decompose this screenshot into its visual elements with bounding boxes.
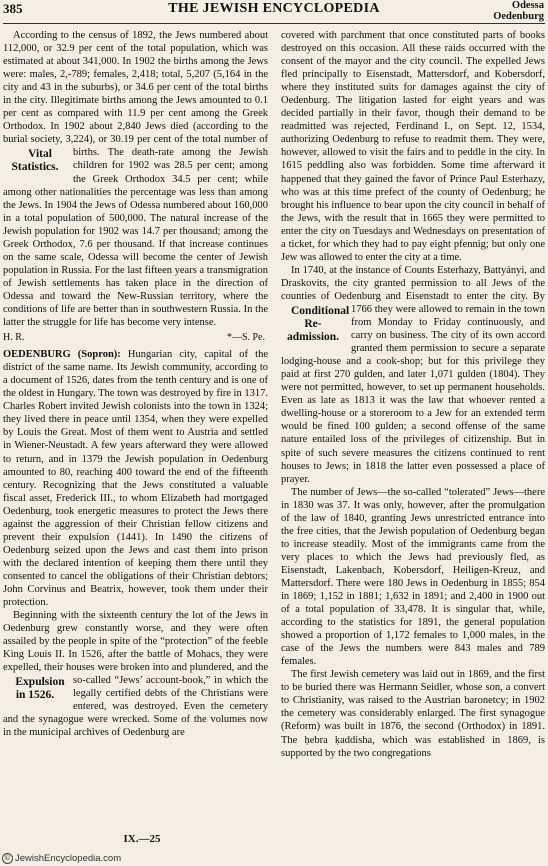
copyright-icon: © <box>2 853 13 864</box>
odessa-census-paragraph <box>3 29 268 329</box>
readmission-paragraph <box>281 264 545 486</box>
page-header <box>0 0 548 22</box>
page-title: THE JEWISH ENCYCLOPEDIA <box>168 1 380 16</box>
right-column <box>281 29 545 760</box>
oedenburg-intro-paragraph <box>3 348 268 609</box>
oedenburg-intro-text: Hungarian city, capital of the district of the same name. Its Jewish community, according to a document of 1526, dates from the tenth century and is one of the oldest in Hungary. The town was destroyed by fire in 1317. Charles Robert invited Jewish colonists into the town in 1324; they lived there in peace until 1354, when they were expelled by Louis the Great. Most of them went to Austria and settled in Wiener-Neustadt. A few years afterward they were allowed to return, and in 1379 the Jewish population in Oedenburg amounted to 80, reaching 400 toward the end of the fifteenth century. Recognizing that the Jews constituted a valuable fiscal asset, Frederick III., to whom Elizabeth had mortgaged Oedenburg, took energetic measures to protect the Jews there against the aggression of their Christian fellow citizens and prevent their expulsion (1441). In 1490 the citizens of Oedenburg seized upon the Jews and cast them into prison with the declared intention of keeping them there until they consented to cancel the obligations of their Christian debtors; John Corvinus and Beatrix, however, took them under their protection. <box>3 349 269 609</box>
population-paragraph: The number of Jews—the so-called “tolerated” Jews—there in 1830 was 37. It was only, however, after the promulgation of the law of 1840, granting Jews unrestricted entrance into the free cities, that the Jewish population of Oedenburg began to increase steadily. Most of the immigrants came from the very places to which the Jews had previously fled, as Eisenstadt, Lakenbach, Kobersdorf, Heiligen-Kreuz, and Mattersdorf. There were 180 Jews in Oedenburg in 1855; 854 in 1869; 1,152 in 1881; 1,632 in 1891; and 2,400 in 1900 out of a total population of 33,478. It is singular that, while, according to the statistics for 1891, the general population showed a proportion of 1,172 females to 1,000 males, in the case of the Jews the numbers were 843 males and 789 females. <box>281 486 545 668</box>
article-headword: OEDENBURG (Sopron): <box>3 349 121 361</box>
expulsion-paragraph <box>3 609 268 739</box>
sidenote-vital-statistics: Vital Statistics. <box>11 148 59 174</box>
expulsion-text-a: Beginning with the sixteenth century the lot of the Jews in Oedenburg grew constantly worse, and they were often assailed by the people in spite of the “protection” of the feeble King Louis II. In 1526, after the battle of Mohacs, they were expelled, their houses were broken into and plundered, and <box>3 610 268 674</box>
sidenote-expulsion: Expulsion in 1526. <box>15 676 65 702</box>
sidenote-conditional-readmission: Conditional Re-admission. <box>286 304 350 343</box>
expulsion-text-b: the so-called “Jews’ account-book,” in which the legally certified debts of the Christians were entered, was destroyed. Even the cemetery and the synagogue were wrecked. Some of the volumes now in the municipal archives of Oedenburg are <box>3 662 269 739</box>
raids-paragraph: covered with parchment that once constituted parts of books destroyed on this occasion. All these raids occurred with the consent of the mayor and the city council. The expelled Jews fled principally to Eisenstadt, Mattersdorf, and Kobersdorf, where they instituted suits for damages against the city of Oedenburg. The litigation lasted for eight years and was decided partially in their favor, though their demand to be readmitted was rejected, Ferdinand I., on Sept. 12, 1534, authorizing Oedenburg to refuse to readmit them. They were, however, allowed to visit the fairs and to peddle in the city. In 1615 peddling also was forbidden. Some time afterward it happened that they gained the favor of Prince Paul Esterhazy, who was at this time prefect of the county of Oedenburg; he brought his influence to bear upon the city council in behalf of the Jews, with the result that in 1665 they were permitted to enter the city on Tuesdays and Wednesdays on presentation of a ticket, for which they had to pay eight pfennig; but only one Jew was allowed to enter the city at a time. <box>281 30 545 263</box>
signature-right: *—S. Pe. <box>226 332 265 344</box>
page-number: 385 <box>3 1 23 16</box>
signature-left: H. R. <box>3 332 25 344</box>
odessa-census-text: According to the census of 1892, the Jews numbered about 112,000, or 32.9 per cent of the total population, which was estimated at about 341,000. In 1902 the births among the Jews were: males, 2,-789; females, 2,418; total, 5,207 (5,164 in the city and 43 in the suburbs), or 34.6 per cent of the total births in the city. Illegitimate births among the Jews amounted to 0.1 per cent as compared with 11.9 per cent among the Greek Orthodox. In 1902 about 2,840 Jews died (according to the burial society, 3,224), or 30.19 per cent of the total number of births. <box>3 30 268 159</box>
odessa-vital-text: The death-rate among the Jewish children for 1902 was 28.5 per cent; among the Greek Orthodox 34.5 per cent; while among other nationalities the percentage was less than among the Jews. In 1904 the Jews of Odessa numbered about 160,000 in a total population of 500,000. The natural increase of the Jewish population for 1902 was 14.7 per thousand; among the Greek Orthodox, 7.6 per thousand. If that increase continues on the same scale, Odessa will become the center of Jewish population in Russia. For the last fifteen years a transmigration of Jewish settlements has taken place in the direction of Odessa and toward the New-Russian territory, where the conditions of life are better than in southwestern Russia. In the latter the struggle for life has become very intense. <box>3 147 268 329</box>
readmission-text-a: In 1740, at the instance of Counts Esterhazy, Battyányi, and Draskovits, the city granted permission to all Jews of the counties of Oedenburg and Eisenstadt to enter the city. By <box>281 264 545 302</box>
watermark[interactable] <box>2 853 121 864</box>
running-head-line1: Odessa <box>511 0 544 11</box>
header-rule <box>3 23 545 24</box>
left-column <box>3 29 268 740</box>
signature-mark: IX.—25 <box>123 833 161 845</box>
watermark-text[interactable]: JewishEncyclopedia.com <box>15 853 122 865</box>
signature-line <box>3 331 268 344</box>
readmission-text-b: 1766 they were allowed to remain in the town from Monday to Friday continuously, and carry on business. The city of its own accord granted them permission to secure a separate lodging-house and a cook-shop; but for this privilege they paid at first 270 gulden, and later 1,071 gulden (1804). They were not permitted, however, to set up permanent households. Even as late as 1813 it was the law that whoever rented a dwelling-house or a storeroom to a Jew for an extended term would be fined 100 gulden; a second offense of the same nature entailed loss of the privileges of citizenship. But in spite of such severe measures the citizens continued to rent houses to Jews; in 1818 the latter even possessed a place of prayer. <box>281 303 545 485</box>
running-head-line2: Oedenburg <box>493 11 544 22</box>
running-head <box>493 0 544 22</box>
cemetery-paragraph: The first Jewish cemetery was laid out in 1869, and the first to be buried there was Hermann Seidler, whose son, a convert to Christianity, was raised to the Austrian baronetcy; in 1902 the cemetery was considerably enlarged. The first synagogue (Reform) was built in 1876, the second (Orthodox) in 1891. The ḥebra ḳaddisha, which was established in 1869, is supported by the two congregations <box>281 669 545 759</box>
